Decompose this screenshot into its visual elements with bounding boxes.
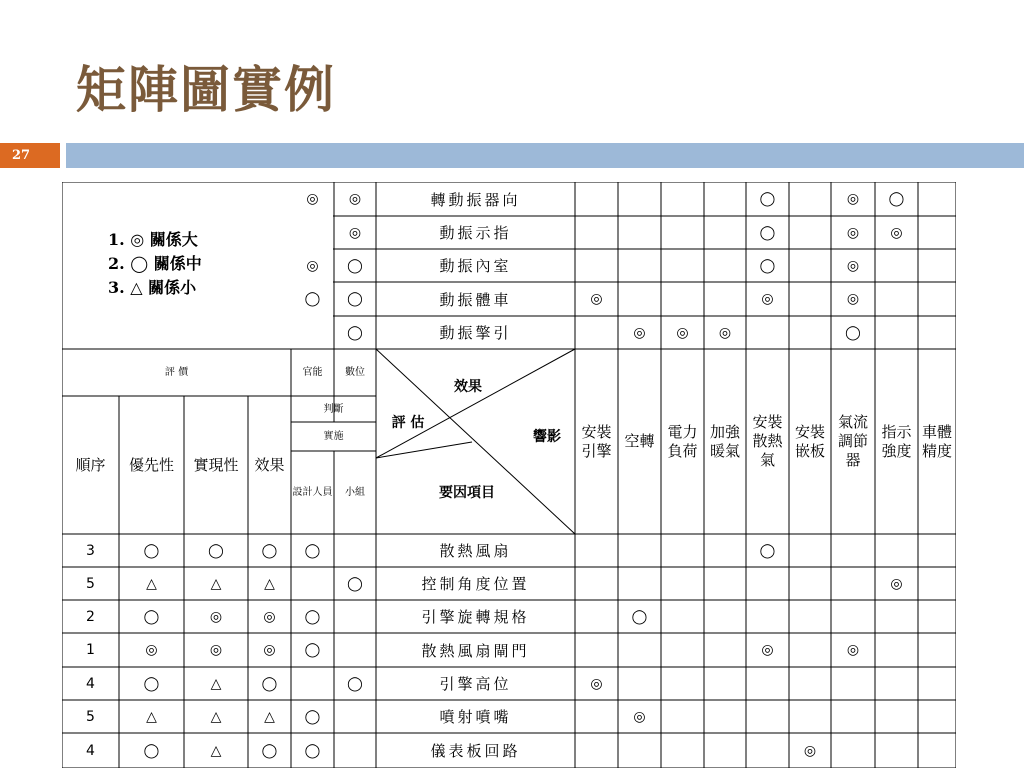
top-row-label: 動振示指	[439, 224, 512, 242]
effect-mark	[789, 667, 831, 700]
effect-mark	[875, 534, 918, 567]
factor-effect-cell: △	[264, 708, 275, 725]
effect-mark	[618, 182, 661, 216]
factor-priority-cell: △	[146, 575, 157, 592]
factor-feasibility-cell: △	[210, 675, 222, 692]
factor-judge-cell: ◯	[304, 608, 321, 625]
effect-mark	[746, 700, 789, 733]
factor-order-cell: 3	[86, 542, 95, 559]
effect-mark	[704, 282, 746, 316]
factor-team-cell	[334, 534, 376, 567]
effect-col-header: 安裝散熱氣	[752, 413, 783, 469]
effect-mark: ◎	[633, 708, 646, 725]
diagram-factor-label: 要因項目	[439, 485, 495, 501]
legend-item-medium: 2. ◯ 關係中	[108, 254, 202, 273]
effect-mark	[831, 733, 875, 768]
effect-mark	[831, 534, 875, 567]
effect-mark	[875, 733, 918, 768]
diagram-assess-label: 評 估	[391, 415, 425, 431]
left-col-header: 優先性	[128, 455, 174, 474]
effect-mark	[575, 216, 618, 249]
effect-mark	[618, 534, 661, 567]
effect-mark	[789, 600, 831, 633]
effect-mark	[704, 534, 746, 567]
effect-mark	[746, 600, 789, 633]
factor-judge-cell: ◯	[304, 542, 321, 559]
factor-label: 散熱風扇	[439, 542, 512, 560]
factor-feasibility-cell: △	[210, 708, 222, 725]
effect-mark	[618, 216, 661, 249]
effect-mark	[918, 249, 956, 282]
effect-mark	[704, 216, 746, 249]
effect-mark	[704, 249, 746, 282]
effect-mark	[661, 567, 704, 600]
factor-feasibility-cell: △	[210, 742, 222, 759]
diagram-effect-label: 效果	[454, 378, 482, 395]
effect-mark: ◎	[890, 575, 903, 592]
digital-label: 數位	[345, 367, 365, 378]
evaluation-label: 評 價	[164, 367, 189, 378]
effect-mark: ◯	[759, 224, 776, 241]
factor-judge-cell	[291, 667, 334, 700]
effect-mark: ◎	[761, 642, 774, 658]
legend	[108, 228, 202, 300]
effect-mark	[918, 667, 956, 700]
effect-mark	[789, 534, 831, 567]
top-row-label: 動振擎引	[439, 324, 512, 342]
effect-mark: ◯	[759, 257, 776, 274]
effect-mark	[575, 534, 618, 567]
effect-mark	[789, 182, 831, 216]
effect-mark	[575, 700, 618, 733]
effect-mark	[918, 282, 956, 316]
effect-mark	[661, 282, 704, 316]
top-row-label: 動振體車	[439, 290, 512, 309]
matrix-table	[62, 182, 956, 768]
effect-mark: ◎	[846, 224, 860, 241]
factor-team-cell	[334, 633, 376, 667]
effect-col-header: 加強暖氣	[709, 422, 740, 460]
digital-mark: ◎	[348, 191, 362, 207]
effect-mark	[918, 534, 956, 567]
effect-mark	[618, 567, 661, 600]
factor-team-cell	[334, 600, 376, 633]
effect-mark	[831, 667, 875, 700]
effect-mark	[618, 282, 661, 316]
effect-mark: ◎	[761, 291, 774, 307]
digital-mark: ◯	[347, 291, 363, 307]
judge-label: 判斷	[323, 403, 344, 415]
effect-mark: ◎	[846, 642, 860, 658]
factor-order-cell: 1	[86, 642, 95, 658]
effect-mark	[575, 182, 618, 216]
left-col-header: 效果	[254, 455, 285, 474]
effect-mark	[789, 633, 831, 667]
factor-effect-cell: ◯	[261, 742, 278, 759]
official-label: 官能	[302, 367, 323, 378]
official-mark: ◎	[306, 257, 319, 274]
factor-feasibility-cell: ◎	[209, 642, 223, 658]
effect-col-header: 電力負荷	[667, 422, 698, 460]
factor-order-cell: 5	[86, 708, 95, 725]
diagram-impact-label: 響影	[533, 428, 561, 445]
effect-col-header: 車體精度	[921, 422, 952, 460]
factor-team-cell: ◯	[347, 675, 363, 692]
effect-col-header: 安裝嵌板	[794, 422, 825, 460]
effect-mark	[746, 567, 789, 600]
top-row-label: 動振內室	[439, 257, 512, 275]
banner-bar	[66, 143, 1024, 168]
effect-mark	[661, 600, 704, 633]
team-label: 小組	[345, 487, 365, 498]
factor-judge-cell: ◯	[304, 642, 321, 658]
factor-team-cell	[334, 700, 376, 733]
effect-mark: ◯	[888, 191, 905, 207]
effect-mark	[575, 567, 618, 600]
factor-priority-cell: ◯	[143, 675, 160, 692]
effect-mark	[661, 534, 704, 567]
effect-mark	[661, 182, 704, 216]
effect-mark	[789, 700, 831, 733]
effect-mark: ◯	[845, 324, 861, 341]
legend-item-large: 1. ◎ 關係大	[108, 230, 198, 249]
effect-mark	[704, 182, 746, 216]
effect-mark	[704, 567, 746, 600]
header-banner	[0, 143, 1024, 168]
effect-mark	[704, 633, 746, 667]
effect-col-header: 安裝引擎	[581, 422, 612, 460]
effect-mark	[575, 249, 618, 282]
effect-mark	[575, 633, 618, 667]
factor-judge-cell: ◯	[304, 742, 321, 759]
effect-mark: ◯	[631, 608, 648, 625]
factor-team-cell: ◯	[347, 575, 363, 592]
factor-judge-cell: ◯	[304, 708, 321, 725]
effect-col-header: 指示強度	[881, 422, 912, 460]
factor-label: 儀表板回路	[430, 742, 521, 760]
factor-label: 引擎高位	[439, 675, 512, 693]
effect-mark: ◎	[890, 224, 903, 241]
effect-mark	[618, 633, 661, 667]
effect-mark	[875, 249, 918, 282]
effect-mark	[575, 316, 618, 349]
factor-priority-cell: △	[146, 708, 157, 725]
effect-mark	[789, 216, 831, 249]
effect-mark	[661, 667, 704, 700]
left-col-header: 順序	[75, 455, 106, 474]
digital-mark: ◯	[347, 324, 363, 341]
effect-mark: ◎	[803, 742, 817, 759]
effect-mark	[618, 249, 661, 282]
effect-mark	[831, 700, 875, 733]
effect-mark: ◯	[759, 191, 776, 207]
factor-order-cell: 4	[86, 675, 95, 692]
factor-order-cell: 5	[86, 575, 95, 592]
factor-effect-cell: ◯	[261, 675, 278, 692]
effect-mark	[918, 567, 956, 600]
factor-judge-cell	[291, 567, 334, 600]
effect-mark	[789, 282, 831, 316]
factor-effect-cell: ◎	[263, 608, 276, 625]
factor-priority-cell: ◯	[143, 542, 160, 559]
effect-mark	[875, 600, 918, 633]
effect-mark: ◎	[846, 291, 860, 307]
official-mark: ◯	[304, 291, 321, 307]
effect-mark	[918, 600, 956, 633]
effect-mark	[746, 667, 789, 700]
official-mark	[291, 316, 334, 349]
effect-mark	[704, 733, 746, 768]
factor-effect-cell: ◎	[263, 642, 276, 658]
effect-mark	[789, 249, 831, 282]
top-row-label: 轉動振器向	[430, 190, 521, 209]
effect-mark	[704, 667, 746, 700]
effect-mark	[618, 667, 661, 700]
implement-label: 實施	[323, 431, 344, 442]
effect-mark	[618, 733, 661, 768]
effect-mark: ◎	[676, 324, 689, 341]
factor-priority-cell: ◯	[143, 742, 160, 759]
effect-mark	[918, 633, 956, 667]
digital-mark: ◯	[347, 257, 363, 274]
effect-mark	[661, 733, 704, 768]
effect-mark	[789, 567, 831, 600]
effect-mark: ◎	[846, 257, 860, 274]
left-col-header: 實現性	[193, 455, 239, 474]
factor-priority-cell: ◯	[143, 608, 160, 625]
effect-mark	[875, 667, 918, 700]
slide-title: 矩陣圖實例	[76, 60, 336, 119]
factor-order-cell: 4	[86, 742, 95, 759]
factor-feasibility-cell: ◯	[208, 542, 224, 559]
effect-col-header: 空轉	[624, 432, 655, 450]
effect-mark	[704, 700, 746, 733]
effect-mark	[875, 633, 918, 667]
effect-mark	[918, 316, 956, 349]
effect-mark	[918, 216, 956, 249]
effect-mark	[661, 216, 704, 249]
effect-mark	[661, 700, 704, 733]
effect-mark	[575, 600, 618, 633]
factor-label: 噴射噴嘴	[439, 708, 512, 726]
effect-mark	[831, 567, 875, 600]
official-mark	[291, 216, 334, 249]
factor-label: 引擎旋轉規格	[421, 608, 530, 626]
effect-mark	[575, 733, 618, 768]
factor-priority-cell: ◎	[145, 642, 158, 658]
effect-mark	[918, 733, 956, 768]
effect-col-header: 氣流調節器	[837, 413, 868, 469]
effect-mark	[875, 282, 918, 316]
effect-mark	[746, 733, 789, 768]
factor-effect-cell: ◯	[261, 542, 278, 559]
factor-order-cell: 2	[86, 608, 95, 625]
effect-mark	[875, 316, 918, 349]
effect-mark: ◎	[718, 324, 732, 341]
effect-mark: ◎	[590, 675, 603, 692]
effect-mark	[704, 600, 746, 633]
effect-mark	[661, 633, 704, 667]
factor-label: 控制角度位置	[421, 575, 530, 593]
factor-team-cell	[334, 733, 376, 768]
effect-mark	[918, 182, 956, 216]
effect-mark	[918, 700, 956, 733]
factor-label: 散熱風扇閘門	[421, 641, 530, 660]
page-number: 27	[0, 143, 60, 168]
factor-feasibility-cell: ◎	[209, 608, 223, 625]
digital-mark: ◎	[348, 224, 362, 241]
effect-mark	[875, 700, 918, 733]
effect-mark: ◎	[633, 324, 646, 341]
legend-item-small: 3. △ 關係小	[108, 278, 197, 297]
effect-mark	[789, 316, 831, 349]
designers-label: 設計人員	[292, 487, 333, 498]
effect-mark	[831, 600, 875, 633]
effect-mark	[661, 249, 704, 282]
official-mark: ◎	[306, 191, 319, 207]
factor-effect-cell: △	[264, 575, 275, 592]
effect-mark: ◎	[590, 291, 603, 307]
factor-feasibility-cell: △	[210, 575, 222, 592]
effect-mark: ◯	[759, 542, 776, 559]
effect-mark	[746, 316, 789, 349]
effect-mark: ◎	[846, 191, 860, 207]
